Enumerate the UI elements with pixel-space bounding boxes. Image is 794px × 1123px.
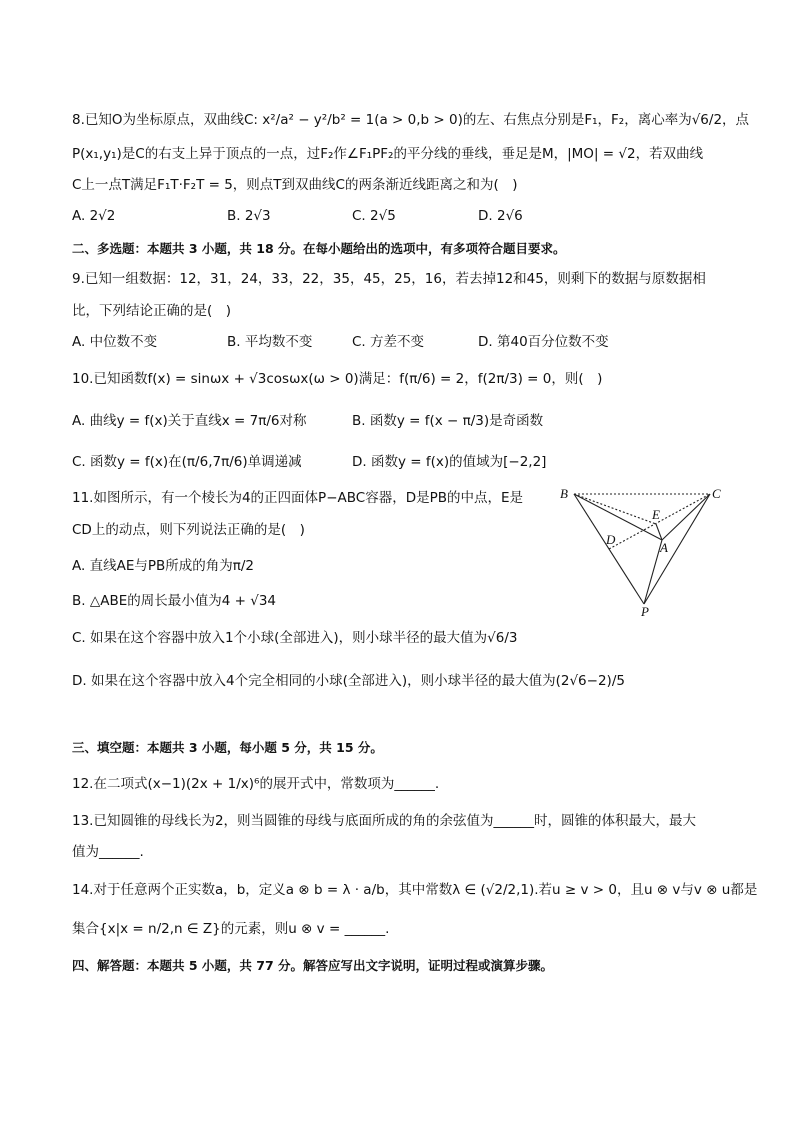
q8-option-a: A. 2√2 <box>72 208 116 224</box>
q13-line2: 值为______. <box>72 844 144 860</box>
section-2-heading: 二、多选题：本题共 3 小题，共 18 分。在每小题给出的选项中，有多项符合题目要求。 <box>72 241 566 256</box>
q8-option-b: B. 2√3 <box>227 208 271 224</box>
q11-option-a: A. 直线AE与PB所成的角为π/2 <box>72 558 255 574</box>
q10-option-a: A. 曲线y = f(x)关于直线x = 7π/6对称 <box>72 413 307 429</box>
q8-option-d: D. 2√6 <box>478 208 523 224</box>
q8-line3: C上一点T满足F₁T·F₂T = 5，则点T到双曲线C的两条渐近线距离之和为( ) <box>72 177 518 193</box>
q9-option-c: C. 方差不变 <box>352 334 425 350</box>
q8-option-c: C. 2√5 <box>352 208 396 224</box>
label-p: P <box>641 604 649 617</box>
q13-line1: 13.已知圆锥的母线长为2，则当圆锥的母线与底面所成的角的余弦值为______时，圆锥的体积最大，最大 <box>72 813 697 829</box>
q14-line1: 14.对于任意两个正实数a，b，定义a ⊗ b = λ · a/b，其中常数λ ∈ (√2/2,1).若u ≥ v > 0，且u ⊗ v与v ⊗ u都是 <box>72 882 758 898</box>
label-b: B <box>560 486 568 501</box>
edge-ba <box>574 494 662 540</box>
q9-option-a: A. 中位数不变 <box>72 334 158 350</box>
q8-line2: P(x₁,y₁)是C的右支上异于顶点的一点，过F₂作∠F₁PF₂的平分线的垂线，垂足是M，|MO| = √2，若双曲线 <box>72 146 704 162</box>
q9-option-b: B. 平均数不变 <box>227 334 313 350</box>
q11-option-c: C. 如果在这个容器中放入1个小球(全部进入)，则小球半径的最大值为√6/3 <box>72 630 518 646</box>
q12-line: 12.在二项式(x−1)(2x + 1/x)⁶的展开式中，常数项为______. <box>72 776 440 792</box>
section-4-heading: 四、解答题：本题共 5 小题，共 77 分。解答应写出文字说明，证明过程或演算步骤。 <box>72 958 554 973</box>
segment-be <box>574 494 656 524</box>
q11-line1: 11.如图所示，有一个棱长为4的正四面体P−ABC容器，D是PB的中点，E是 <box>72 490 524 506</box>
q10-option-c: C. 函数y = f(x)在(π/6,7π/6)单调递减 <box>72 454 302 470</box>
label-a: A <box>660 540 668 555</box>
label-c: C <box>712 486 721 501</box>
q8-line1: 8.已知O为坐标原点，双曲线C: x²/a² − y²/b² = 1(a > 0,b > 0)的左、右焦点分别是F₁，F₂，离心率为√6/2，点 <box>72 112 750 128</box>
q9-option-d: D. 第40百分位数不变 <box>478 334 609 350</box>
q11-option-b: B. △ABE的周长最小值为4 + √34 <box>72 593 277 609</box>
label-e: E <box>652 507 660 522</box>
tetrahedron-figure <box>556 482 726 617</box>
section-3-heading: 三、填空题：本题共 3 小题，每小题 5 分，共 15 分。 <box>72 740 383 755</box>
q10-option-d: D. 函数y = f(x)的值域为[−2,2] <box>352 454 547 470</box>
q11-option-d: D. 如果在这个容器中放入4个完全相同的小球(全部进入)，则小球半径的最大值为(2√6−2)/5 <box>72 673 625 689</box>
q10-stem: 10.已知函数f(x) = sinωx + √3cosωx(ω > 0)满足：f(π/6) = 2，f(2π/3) = 0，则( ) <box>72 371 603 387</box>
label-d: D <box>606 532 616 547</box>
q9-line1: 9.已知一组数据：12，31，24，33，22，35，45，25，16，若去掉12和45，则剩下的数据与原数据相 <box>72 271 706 287</box>
q11-line2: CD上的动点，则下列说法正确的是( ) <box>72 522 305 538</box>
q10-option-b: B. 函数y = f(x − π/3)是奇函数 <box>352 413 544 429</box>
q9-line2: 比，下列结论正确的是( ) <box>72 303 232 319</box>
q14-line2: 集合{x|x = n/2,n ∈ Z}的元素，则u ⊗ v = ______. <box>72 921 390 937</box>
